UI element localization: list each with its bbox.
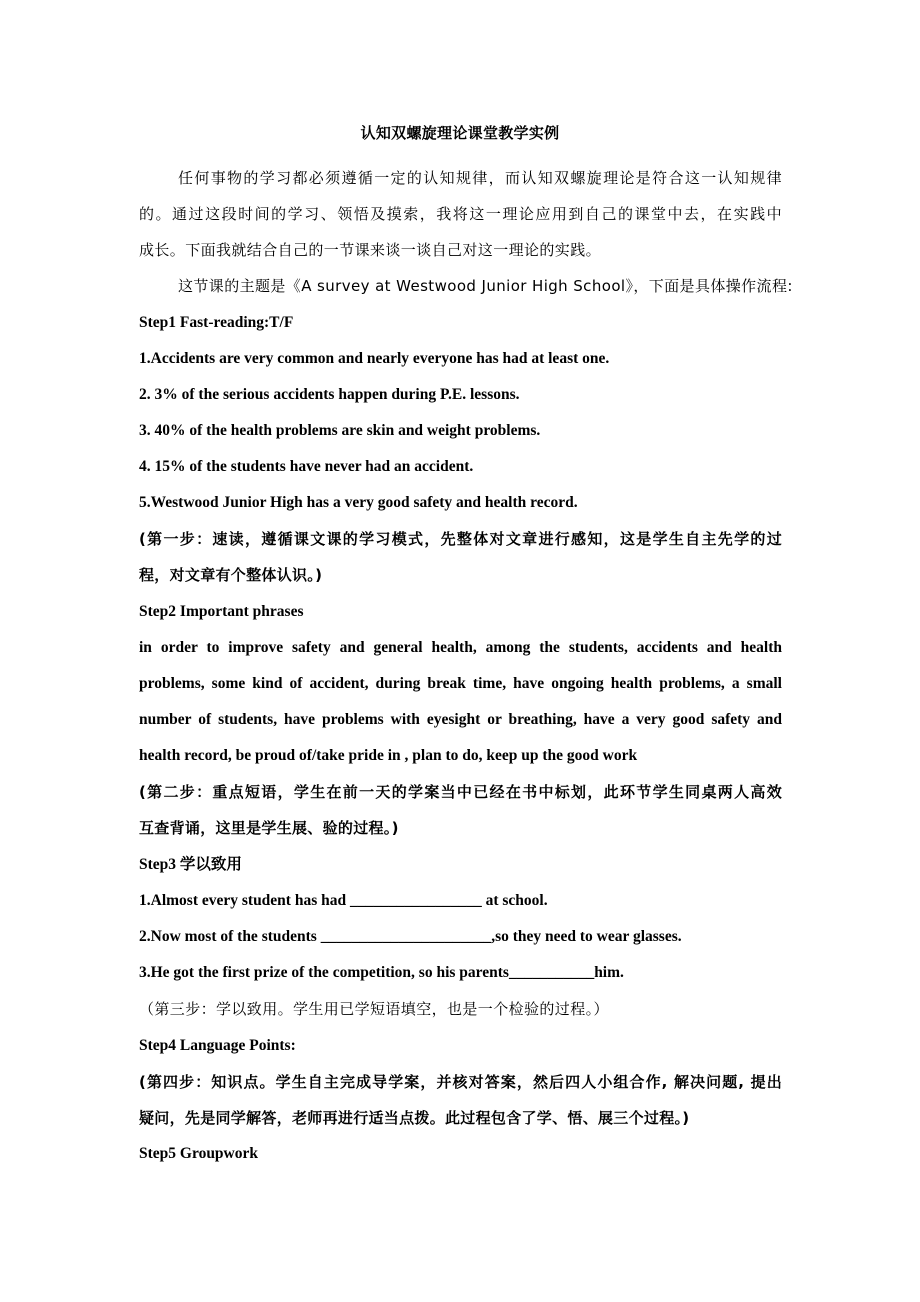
step3-item-1: 1.Almost every student has had _________________ at school. (139, 892, 548, 909)
step3-item-3: 3.He got the first prize of the competition, so his parents___________him. (139, 964, 624, 981)
step2-note-line-1: (第二步：重点短语，学生在前一天的学案当中已经在书中标划，此环节学生同桌两人高效 (139, 783, 782, 801)
step1-item-1: 1.Accidents are very common and nearly everyone has had at least one. (139, 350, 610, 367)
step5-heading: Step5 Groupwork (139, 1145, 258, 1162)
topic-line-text: 这节课的主题是《A survey at Westwood Junior High School》，下面是具体操作流程: (178, 277, 793, 295)
intro-line-2: 的。通过这段时间的学习、领悟及摸索，我将这一理论应用到自己的课堂中去，在实践中 (139, 205, 782, 223)
step2-phrases-line-1: in order to improve safety and general health, among the students, accidents and health (139, 639, 782, 656)
topic-line (178, 275, 793, 297)
step1-item-4: 4. 15% of the students have never had an accident. (139, 458, 474, 475)
step1-note-line-1: (第一步：速读，遵循课文课的学习模式，先整体对文章进行感知，这是学生自主先学的过 (139, 530, 782, 548)
step4-note-line-1: (第四步：知识点。学生自主完成导学案，并核对答案，然后四人小组合作, 解决问题, 提出 (139, 1073, 782, 1091)
step2-note-line-2: 互查背诵，这里是学生展、验的过程。) (139, 819, 399, 837)
step1-note-line-2: 程，对文章有个整体认识。) (139, 566, 323, 584)
document-title: 认知双螺旋理论课堂教学实例 (360, 124, 560, 142)
intro-line-3: 成长。下面我就结合自己的一节课来谈一谈自己对这一理论的实践。 (139, 241, 602, 259)
step2-phrases-line-2: problems, some kind of accident, during break time, have ongoing health problems, a small (139, 675, 782, 692)
step3-note: （第三步：学以致用。学生用已学短语填空，也是一个检验的过程。） (139, 1000, 609, 1018)
step4-note-line-2: 疑问，先是同学解答，老师再进行适当点拨。此过程包含了学、悟、展三个过程。) (139, 1109, 690, 1127)
step3-item-2: 2.Now most of the students ______________________,so they need to wear glasses. (139, 928, 682, 945)
step1-item-2: 2. 3% of the serious accidents happen during P.E. lessons. (139, 386, 520, 403)
step3-heading: Step3 学以致用 (139, 856, 242, 873)
step2-phrases-line-3: number of students, have problems with eyesight or breathing, have a very good safety and (139, 711, 782, 728)
step1-item-3: 3. 40% of the health problems are skin and weight problems. (139, 422, 541, 439)
step1-item-5: 5.Westwood Junior High has a very good safety and health record. (139, 494, 578, 511)
step4-heading: Step4 Language Points: (139, 1037, 296, 1054)
intro-line-1: 任何事物的学习都必须遵循一定的认知规律，而认知双螺旋理论是符合这一认知规律 (178, 169, 782, 187)
step2-phrases-line-4: health record, be proud of/take pride in , plan to do, keep up the good work (139, 747, 638, 764)
step1-heading: Step1 Fast-reading:T/F (139, 314, 294, 331)
step2-heading: Step2 Important phrases (139, 603, 304, 620)
